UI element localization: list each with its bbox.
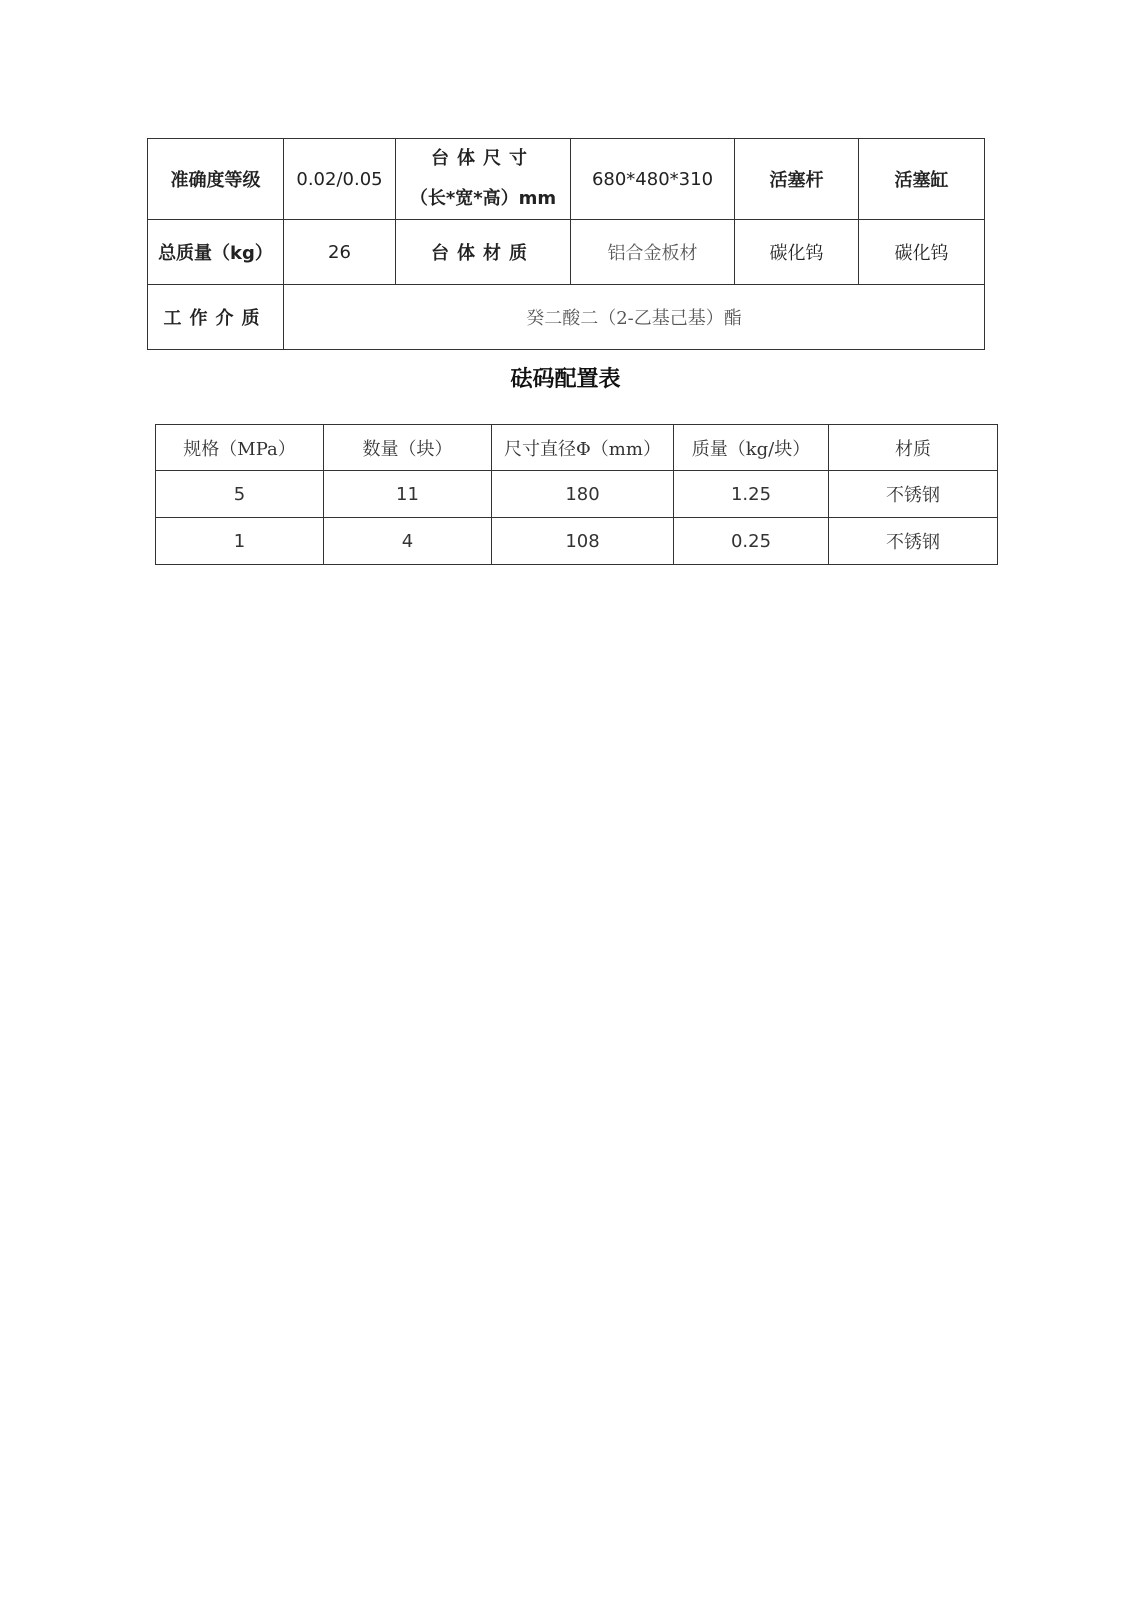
cell-diameter: 108 — [492, 518, 674, 565]
size-label-line1: 台体尺寸 — [431, 148, 535, 169]
section-title: 砝码配置表 — [510, 367, 621, 392]
material-value: 铝合金板材 — [571, 220, 735, 285]
cell-diameter: 180 — [492, 471, 674, 518]
piston-cylinder-label: 活塞缸 — [859, 139, 985, 220]
spec-row-3 — [148, 285, 985, 350]
size-value: 680*480*310 — [571, 139, 735, 220]
table-row — [156, 471, 998, 518]
header-material: 材质 — [829, 425, 998, 471]
accuracy-value: 0.02/0.05 — [284, 139, 396, 220]
spec-table — [147, 138, 985, 350]
piston-cylinder-material: 碳化钨 — [859, 220, 985, 285]
header-diameter: 尺寸直径Φ（mm） — [492, 425, 674, 471]
cell-quantity: 11 — [324, 471, 492, 518]
cell-mass: 0.25 — [674, 518, 829, 565]
piston-rod-material: 碳化钨 — [735, 220, 859, 285]
mass-value: 26 — [284, 220, 396, 285]
cell-spec: 5 — [156, 471, 324, 518]
cell-mass: 1.25 — [674, 471, 829, 518]
cell-quantity: 4 — [324, 518, 492, 565]
material-label: 台体材质 — [396, 220, 571, 285]
weight-table — [155, 424, 998, 565]
cell-spec: 1 — [156, 518, 324, 565]
piston-rod-label: 活塞杆 — [735, 139, 859, 220]
mass-label: 总质量（kg） — [148, 220, 284, 285]
spec-row-2 — [148, 220, 985, 285]
header-spec: 规格（MPa） — [156, 425, 324, 471]
cell-material: 不锈钢 — [829, 471, 998, 518]
table-row — [156, 518, 998, 565]
header-mass: 质量（kg/块） — [674, 425, 829, 471]
size-label-line2: （长*宽*高）mm — [409, 188, 557, 209]
spec-row-1 — [148, 139, 985, 220]
medium-value: 癸二酸二（2-乙基己基）酯 — [284, 285, 985, 350]
weight-table-header — [156, 425, 998, 471]
accuracy-label: 准确度等级 — [148, 139, 284, 220]
header-quantity: 数量（块） — [324, 425, 492, 471]
cell-material: 不锈钢 — [829, 518, 998, 565]
size-label — [396, 139, 571, 220]
medium-label: 工作介质 — [148, 285, 284, 350]
